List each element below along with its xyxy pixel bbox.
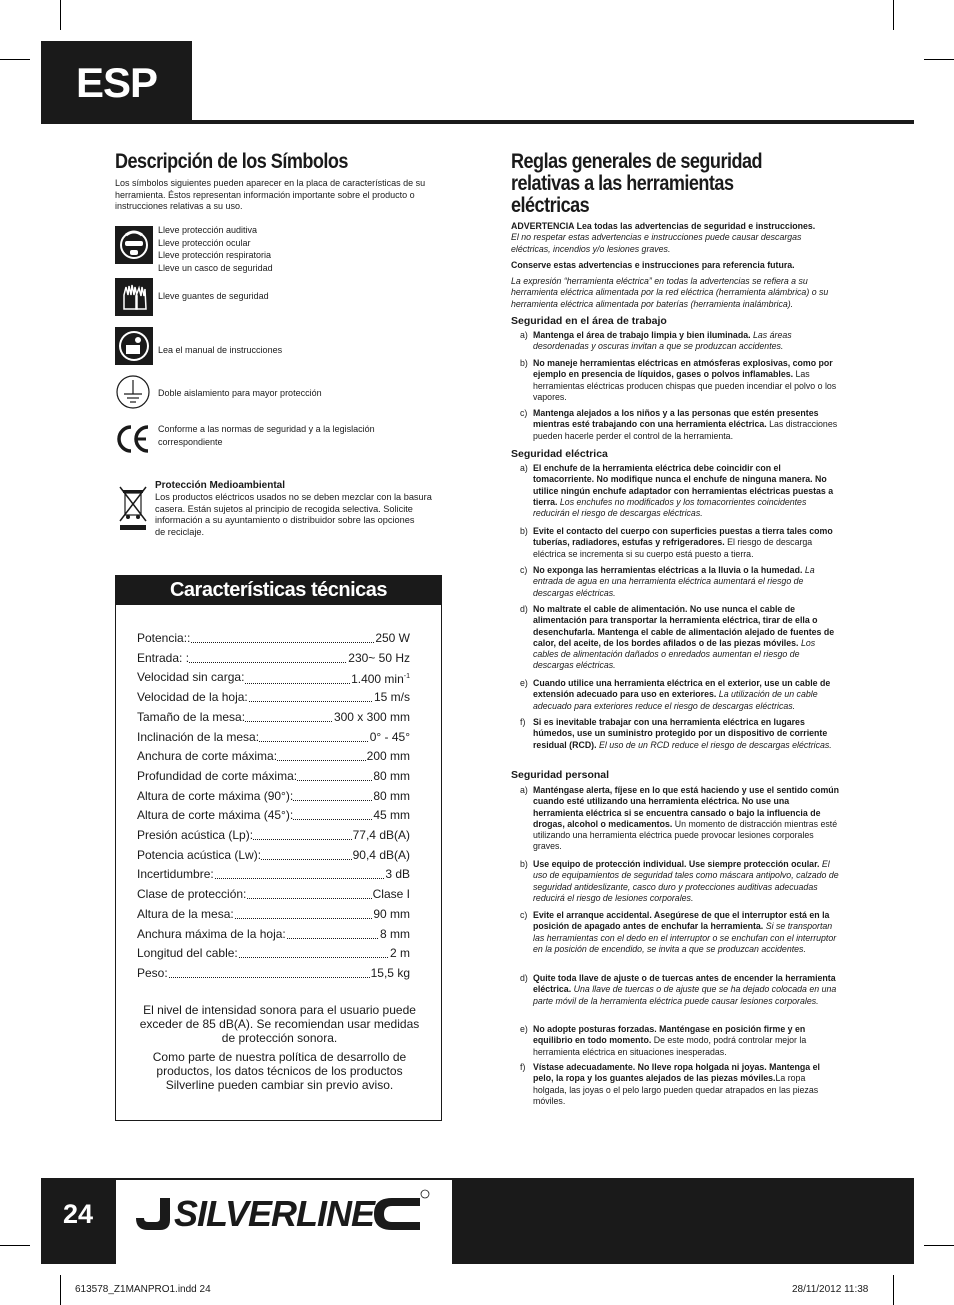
spec-value: Clase I <box>372 887 410 902</box>
spec-value: 77,4 dB(A) <box>352 828 410 842</box>
spec-value: 90,4 dB(A) <box>352 847 410 862</box>
spec-label: Anchura máxima de la hoja: <box>137 926 286 941</box>
warning-paragraph: ADVERTENCIA Lea todas las advertencias de seguridad e instrucciones. El no respetar estas advertencias e instrucciones puede causar descargas eléctricas, incendios y/o lesiones graves. <box>511 221 816 254</box>
rule-item: f) Si es inevitable trabajar con una herramienta eléctrica en lugares húmedos, use un suministro protegido por un dispositivo de corriente residual (RCD). El uso de un RCD reduce el riesgo de descargas eléctricas. <box>520 717 832 750</box>
rule-item: c) No exponga las herramientas eléctricas a la lluvia o la humedad. La entrada de agua en una herramienta eléctrica aumentará el riesgo de descargas eléctricas. <box>520 565 815 598</box>
environment-title: Protección Medioambiental <box>155 480 286 491</box>
spec-value: 300 x 300 mm <box>333 709 410 724</box>
weee-bin-icon <box>115 483 151 533</box>
rule-item: b) Use equipo de protección individual. Use siempre protección ocular. El uso de equipamientos de seguridad tales como máscara antipolvo, calzado de seguridad antideslizante, casco duro y protecciones auditivas adecuadas reducirá el riesgo de lesiones corporales. <box>520 859 839 903</box>
spec-row <box>137 907 410 921</box>
symbol-label: Conforme a las normas de seguridad y a la legislación <box>158 424 375 434</box>
language-tab: ESP <box>41 41 192 124</box>
safety-gear-icon <box>115 226 153 264</box>
spec-value: 90 mm <box>373 906 410 921</box>
spec-row <box>137 690 410 704</box>
environment-line: Los productos eléctricos usados no se deben mezclar con la basura <box>155 491 432 502</box>
symbol-label: Lleve guantes de seguridad <box>158 291 269 301</box>
spec-label: Incertidumbre: <box>137 867 214 882</box>
symbols-title: Descripción de los Símbolos <box>115 150 348 173</box>
symbol-label: Lleve un casco de seguridad <box>158 262 273 273</box>
spec-row <box>137 867 410 881</box>
spec-label: Entrada: : <box>137 650 190 665</box>
spec-label: Profundidad de corte máxima: <box>137 768 298 783</box>
spec-value: 45 mm <box>373 808 410 823</box>
environment-line: casera. Están sujetos al principio de recogida selectiva. Solicite <box>155 503 413 514</box>
environment-line: información a su ayuntamiento o distribuidor sobre las opciones <box>155 515 415 526</box>
spec-label: Potencia:: <box>137 631 191 645</box>
rule-item: e) Cuando utilice una herramienta eléctrica en el exterior, use un cable de extensión adecuado para uso en exteriores. La utilización de un cable adecuado para exteriores reduce el riesgo de descargas eléctricas. <box>520 678 831 711</box>
double-insulation-icon <box>115 374 151 410</box>
spec-value: 230~ 50 Hz <box>348 650 410 665</box>
spec-label: Altura de corte máxima (90°): <box>137 788 294 803</box>
definition-paragraph: La expresión “herramienta eléctrica” en todas la advertencias se refiera a su herramienta eléctrica alimentada por la red eléctrica (herramienta alámbrica) o su herramienta eléctrica alimentada por baterías (herramienta inalámbrica). <box>511 276 829 309</box>
spec-row <box>137 927 410 941</box>
spec-row <box>137 670 410 686</box>
svg-text:SILVERLINE: SILVERLINE <box>174 1193 375 1234</box>
page-number: 24 <box>62 1199 94 1229</box>
spec-label: Presión acústica (Lp): <box>137 828 254 842</box>
keep-instructions: Conserve estas advertencias e instrucciones para referencia futura. <box>511 260 795 270</box>
spec-label: Potencia acústica (Lw): <box>137 847 262 862</box>
symbols-intro: Los símbolos siguientes pueden aparecer en la placa de características de su herramienta. Éstos representan información importante sobre el producto o instrucciones relativas a su uso. <box>115 178 426 211</box>
spec-label: Anchura de corte máxima: <box>137 749 278 764</box>
spec-row <box>137 946 410 960</box>
spec-row <box>137 848 410 862</box>
spec-row <box>137 828 410 842</box>
manual-icon <box>115 327 153 365</box>
spec-value: 250 W <box>375 631 410 645</box>
spec-label: Inclinación de la mesa: <box>137 729 260 744</box>
spec-value: 8 mm <box>380 926 410 941</box>
noise-note: El nivel de intensidad sonora para el usuario puede exceder de 85 dB(A). Se recomiendan usar medidas de protección sonora. <box>139 1003 420 1045</box>
spec-value: 2 m <box>389 946 410 961</box>
ce-mark-icon <box>115 421 151 457</box>
spec-row <box>137 730 410 744</box>
policy-note: Como parte de nuestra política de desarrollo de productos, los datos técnicos de los productos Silverline pueden cambiar sin previo aviso. <box>152 1050 407 1092</box>
symbol-label: Lleve protección auditiva <box>158 225 258 235</box>
tech-specs-header <box>115 575 442 605</box>
rule-item: a) El enchufe de la herramienta eléctrica debe coincidir con el tomacorriente. No modifique nunca el enchufe de ninguna manera. No utilice ningún enchufe adaptador con herramientas eléctricas puestas a tierra. Los enchufes no modificados y los tomacorrientes coincidentes reducirán el riesgo de descargas eléctricas. <box>520 463 834 519</box>
rule-item: b) Evite el contacto del cuerpo con superficies puestas a tierra tales como tuberías, radiadores, estufas y refrigeradores. El riesgo de descarga eléctrica se incrementa si su cuerpo está puesto a tierra. <box>520 526 833 559</box>
rule-item: b) No maneje herramientas eléctricas en atmósferas explosivas, como por ejemplo en presencia de líquidos, gases o polvos inflamables. Las herramientas eléctricas producen chispas que pueden incendiar el polvo o los vapores. <box>520 358 837 402</box>
spec-value: 15,5 kg <box>370 965 410 980</box>
rule-item: a) Manténgase alerta, fíjese en lo que está haciendo y use el sentido común cuando esté utilizando una herramienta eléctrica. No use una herramienta eléctrica si se encuentra cansado o bajo la influencia de drogas, alcohol o medicamentos. Un momento de distracción mientras esté utilizando una herramienta eléctrica puede provocar lesiones corporales graves. <box>520 785 840 852</box>
rule-item: c) Mantenga alejados a los niños y a las personas que estén presentes mientras esté trabajando con una herramienta eléctrica. Las distracciones pueden hacerle perder el control de la herramienta. <box>520 408 838 441</box>
spec-row <box>137 966 410 980</box>
spec-label: Velocidad de la hoja: <box>137 690 248 705</box>
rule-item: d) No maltrate el cable de alimentación. No use nunca el cable de alimentación para transportar la herramienta eléctrica, tirar de ella o desenchufarla. Mantenga el cable de alimentación alejado de fuentes de calor, del aceite, de los bordes afilados o de las piezas móviles. Los cables de alimentación dañados o enredados aumentan el riesgo de descargas eléctricas. <box>520 604 835 671</box>
spec-label: Clase de protección: <box>137 887 247 902</box>
tech-specs-title: Características técnicas <box>169 579 388 601</box>
spec-row <box>137 749 410 763</box>
date-info: 28/11/2012 11:38 <box>792 1284 869 1295</box>
rule-item: a) Mantenga el área de trabajo limpia y bien iluminada. Las áreas desordenadas y oscuras invitan a que se produzcan accidentes. <box>520 330 792 352</box>
spec-label: Altura de corte máxima (45°): <box>137 808 294 823</box>
rule-item: d) Quite toda llave de ajuste o de tuercas antes de encender la herramienta eléctrica. Una llave de tuercas o de ajuste que se ha dejado colocada en una parte móvil de la herramienta eléctrica puede causar lesiones corporales. <box>520 973 837 1006</box>
symbol-label: Lleve protección ocular <box>158 237 251 248</box>
spec-row <box>137 631 410 645</box>
gloves-icon <box>115 278 153 316</box>
spec-value: 80 mm <box>373 788 410 803</box>
file-info: 613578_Z1MANPRO1.indd 24 <box>75 1284 211 1295</box>
rule-item: e) No adopte posturas forzadas. Manténgase en posición firme y en equilibrio en todo momento. De este modo, podrá controlar mejor la herramienta eléctrica en situaciones inesperadas. <box>520 1024 807 1057</box>
silverline-logo <box>130 1188 430 1238</box>
rules-title: Reglas generales de seguridad relativas a las herramientas eléctricas <box>511 150 763 217</box>
symbol-label: Doble aislamiento para mayor protección <box>158 388 322 398</box>
spec-value: 1.400 $\min^{-1}$ <box>351 672 410 687</box>
spec-value: 3 dB <box>385 867 410 882</box>
header-rule <box>41 120 914 124</box>
spec-label: Peso: <box>137 965 168 980</box>
spec-label: Longitud del cable: <box>137 946 238 961</box>
symbol-label: correspondiente <box>158 436 223 447</box>
spec-value: 15 m/s <box>373 690 410 705</box>
spec-value: 0° - 45° <box>369 729 410 744</box>
rule-item: c) Evite el arranque accidental. Asegúrese de que el interruptor está en la posición de apagado antes de enchufar la herramienta. Si se transportan las herramientas con el dedo en el interruptor o se enchufan con el interruptor en la posición de encendido, se invita a que se produzcan accidentes. <box>520 910 837 954</box>
spec-row <box>137 710 410 724</box>
symbol-label: Lea el manual de instrucciones <box>158 345 283 355</box>
spec-row <box>137 651 410 665</box>
environment-line: de reciclaje. <box>155 527 205 538</box>
rule-item: f) Vístase adecuadamente. No lleve ropa holgada ni joyas. Mantenga el pelo, la ropa y los guantes alejados de las piezas móviles.La ropa holgada, las joyas o el pelo largo pueden quedar atrapados en las piezas móviles. <box>520 1062 820 1106</box>
spec-value: 80 mm <box>373 768 410 783</box>
section-electric: Seguridad eléctrica <box>511 448 608 460</box>
section-personal: Seguridad personal <box>511 769 610 781</box>
spec-label: Velocidad sin carga: <box>137 670 245 685</box>
spec-row <box>137 789 410 803</box>
spec-row <box>137 887 410 901</box>
section-work-area: Seguridad en el área de trabajo <box>511 315 667 327</box>
spec-label: Tamaño de la mesa: <box>137 709 246 724</box>
spec-row <box>137 808 410 822</box>
symbol-label: Lleve protección respiratoria <box>158 250 272 260</box>
spec-value: 200 mm <box>366 749 410 764</box>
spec-row <box>137 769 410 783</box>
spec-label: Altura de la mesa: <box>137 906 234 921</box>
